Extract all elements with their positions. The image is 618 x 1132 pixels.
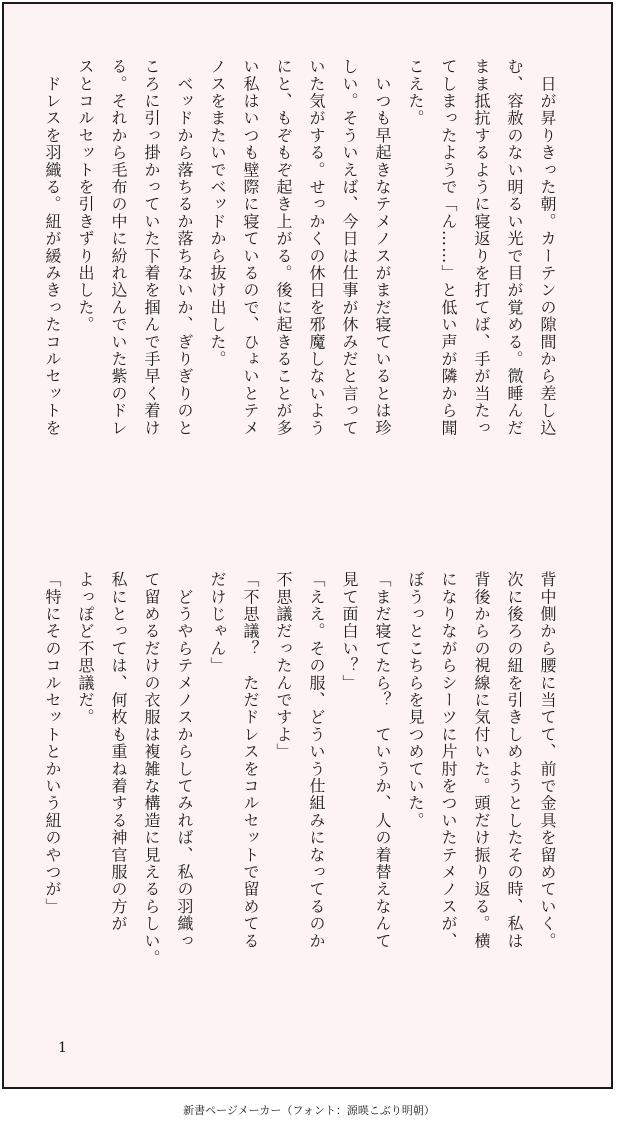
- footer-caption: 新書ページメーカー（フォント：源暎こぶり明朝）: [183, 1104, 435, 1117]
- text-line: ノスをまたいでベッドから抜け出した。: [208, 58, 227, 368]
- text-line: 見て面白い？」: [340, 571, 359, 692]
- text-line: 「特にそのコルセットとかいう紐のやつが」: [43, 571, 62, 915]
- top-text-block: [36, 58, 564, 538]
- text-line: よっぽど不思議だ。: [76, 571, 95, 726]
- text-line: て留めるだけの衣服は複雑な構造に見えるらしい。: [142, 571, 161, 967]
- text-line: 次に後ろの紐を引きしめようとしたその時、私は: [505, 571, 524, 950]
- text-line: いつも早起きなテメノスがまだ寝ているとは珍: [373, 58, 392, 437]
- text-line: こえた。: [406, 58, 425, 127]
- text-line: 「ええ。その服、どういう仕組みになってるのか: [307, 571, 326, 950]
- text-line: ベッドから落ちるか落ちないか、ぎりぎりのと: [175, 58, 194, 437]
- text-line: にと、もぞもぞ起き上がる。後に起きることが多: [274, 58, 293, 437]
- text-line: 背後からの視線に気付いた。頭だけ振り返る。横: [472, 571, 491, 950]
- text-line: てしまったようで「ん……」と低い声が隣から聞: [439, 58, 458, 437]
- text-line: だけじゃん」: [208, 571, 227, 675]
- text-line: ころに引っ掛かっていた下着を掴んで手早く着け: [142, 58, 161, 437]
- text-line: スとコルセットを引きずり出した。: [76, 58, 95, 334]
- text-line: どうやらテメノスからしてみれば、私の羽織っ: [175, 571, 194, 950]
- text-line: 私にとっては、何枚も重ね着する神官服の方が: [109, 571, 128, 933]
- text-line: 不思議だったんですよ」: [274, 571, 293, 761]
- text-line: まま抵抗するように寝返りを打てば、手が当たっ: [472, 58, 491, 437]
- text-line: い私はいつも壁際に寝ているので、ひょいとテメ: [241, 58, 260, 437]
- text-line: 「まだ寝てたら？ ていうか、人の着替えなんて: [373, 571, 392, 950]
- bottom-text-block: [36, 571, 564, 1051]
- text-line: ぼうっとこちらを見つめていた。: [406, 571, 425, 829]
- text-line: 背中側から腰に当てて、前で金具を留めていく。: [538, 571, 557, 950]
- book-page: [2, 2, 613, 1089]
- text-line: む、容赦のない明るい光で目が覚める。微睡んだ: [505, 58, 524, 437]
- text-line: いた気がする。せっかくの休日を邪魔しないよう: [307, 58, 326, 437]
- text-line: 「不思議？ ただドレスをコルセットで留めてる: [241, 571, 260, 950]
- text-line: 日が昇りきった朝。カーテンの隙間から差し込: [538, 58, 557, 437]
- page-number: 1: [58, 1040, 67, 1056]
- text-line: る。それから毛布の中に紛れ込んでいた紫のドレ: [109, 58, 128, 437]
- text-line: ドレスを羽織る。紐が緩みきったコルセットを: [43, 58, 62, 437]
- text-line: しい。そういえば、今日は仕事が休みだと言って: [340, 58, 359, 437]
- text-line: になりながらシーツに片肘をついたテメノスが、: [439, 571, 458, 950]
